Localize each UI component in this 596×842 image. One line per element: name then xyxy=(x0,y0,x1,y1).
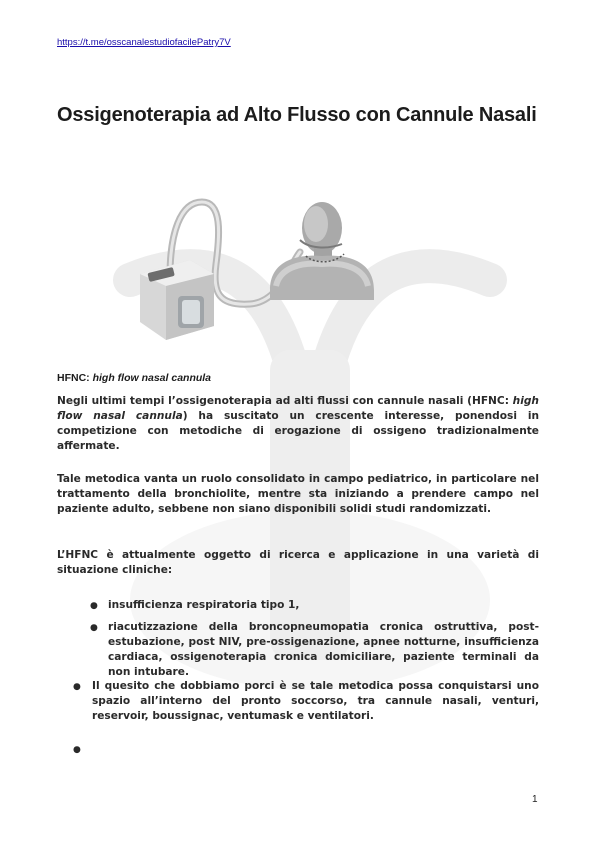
list-item-question: Il quesito che dobbiamo porci è se tale metodica possa conquistarsi uno spazio all’interno del pronto soccorso, tra cannule nasali, venturi, reservoir, boussignac, ventumask e ventilatori. xyxy=(92,680,539,722)
caption-prefix: HFNC: xyxy=(57,372,90,384)
list-bullet-empty: ● xyxy=(73,745,81,755)
page-number: 1 xyxy=(532,794,538,805)
paragraph-pediatric: Tale metodica vanta un ruolo consolidato in campo pediatrico, in particolare nel trattamento della bronchiolite, mentre sta iniziando a prendere campo nel paziente adulto, sebbene non siano disponibili solidi studi randomizzati. xyxy=(57,473,539,515)
list-item: riacutizzazione della broncopneumopatia cronica ostruttiva, post-estubazione, post NIV, pre-ossigenazione, apnee notturne, insufficienza cardiaca, ossigenoterapia cronica domiciliare, paziente terminali da non intubare. xyxy=(108,621,539,678)
caption-italic: high flow nasal cannula xyxy=(92,372,212,384)
paragraph-intro xyxy=(57,394,539,454)
list-bullet: ● xyxy=(90,601,98,611)
list-bullet: ● xyxy=(73,682,81,692)
paragraph-intro-italic: high flow nasal cannula xyxy=(57,395,539,422)
hfnc-device-illustration xyxy=(130,194,390,350)
image-caption xyxy=(57,372,211,384)
paragraph-intro-start: Negli ultimi tempi l’ossigenoterapia ad alti flussi con cannule nasali (HFNC: xyxy=(57,395,509,407)
list-bullet: ● xyxy=(90,623,98,633)
paragraph-intro-end: ) ha suscitato un crescente interesse, ponendosi in competizione con metodiche di erogazione di ossigeno tradizionalmente affermate. xyxy=(57,410,539,452)
page-title: Ossigenoterapia ad Alto Flusso con Cannule Nasali xyxy=(57,104,537,126)
paragraph-clinical-situations: L’HFNC è attualmente oggetto di ricerca e applicazione in una varietà di situazione cliniche: xyxy=(57,549,539,576)
telegram-link[interactable]: https://t.me/osscanalestudiofacilePatry7V xyxy=(57,37,231,48)
list-item: insufficienza respiratoria tipo 1, xyxy=(108,599,300,611)
